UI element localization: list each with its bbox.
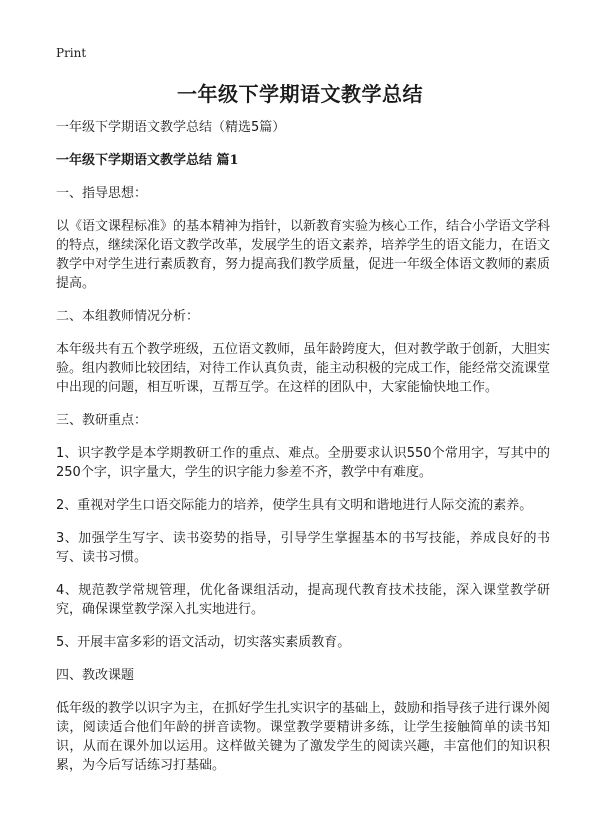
- paragraph-teacher-analysis: 本年级共有五个教学班级，五位语文教师，虽年龄跨度大，但对教学敢于创新，大胆实验。组内教师比较团结，对待工作认真负责，能主动积极的完成工作，能经常交流课堂中出现的问题，相互听课，互帮互学。在这样的团队中，大家能愉快地工作。: [56, 342, 551, 395]
- page-title: 一年级下学期语文教学总结: [177, 82, 423, 106]
- document-subtitle: 一年级下学期语文教学总结（精选5篇）: [56, 120, 286, 135]
- document-body: [56, 118, 550, 789]
- list-item-focus-4: 4、规范教学常规管理，优化备课组活动，提高现代教育技术技能，深入课堂教学研究，确保课堂教学深入扎实地进行。: [56, 583, 550, 617]
- section-title: 一年级下学期语文教学总结 篇1: [56, 153, 239, 168]
- heading-reform-topic: 四、教改课题: [56, 668, 135, 683]
- list-item-focus-3: 3、加强学生写字、读书姿势的指导，引导学生掌握基本的书写技能，养成良好的书写、读书习惯。: [56, 531, 550, 565]
- paragraph-guiding-ideology: 以《语文课程标准》的基本精神为指针，以新教育实验为核心工作，结合小学语文学科的特点，继续深化语文教学改革，发展学生的语文素养，培养学生的语文能力，在语文教学中对学生进行素质教育，努力提高我们教学质量，促进一年级全体语文教师的素质提高。: [56, 219, 551, 291]
- list-item-focus-5: 5、开展丰富多彩的语文活动，切实落实素质教育。: [56, 635, 351, 650]
- list-item-focus-1: 1、识字教学是本学期教研工作的重点、难点。全册要求认识550个常用字，写其中的250个字，识字量大，学生的识字能力参差不齐，教学中有难度。: [56, 446, 550, 480]
- list-item-focus-2: 2、重视对学生口语交际能力的培养，使学生具有文明和谐地进行人际交流的素养。: [56, 498, 533, 513]
- heading-guiding-ideology: 一、指导思想：: [56, 186, 148, 201]
- paragraph-reform-topic: 低年级的教学以识字为主，在抓好学生扎实识字的基础上，鼓励和指导孩子进行课外阅读，阅读适合他们年龄的拼音读物。课堂教学要精讲多练，让学生接触简单的读书知识，从而在课外加以运用。这样做关键为了激发学生的阅读兴趣，丰富他们的知识积累，为今后写话练习打基础。: [56, 701, 551, 773]
- heading-research-focus: 三、教研重点：: [56, 413, 148, 428]
- print-link[interactable]: Print: [56, 46, 87, 60]
- heading-teacher-analysis: 二、本组教师情况分析：: [56, 309, 200, 324]
